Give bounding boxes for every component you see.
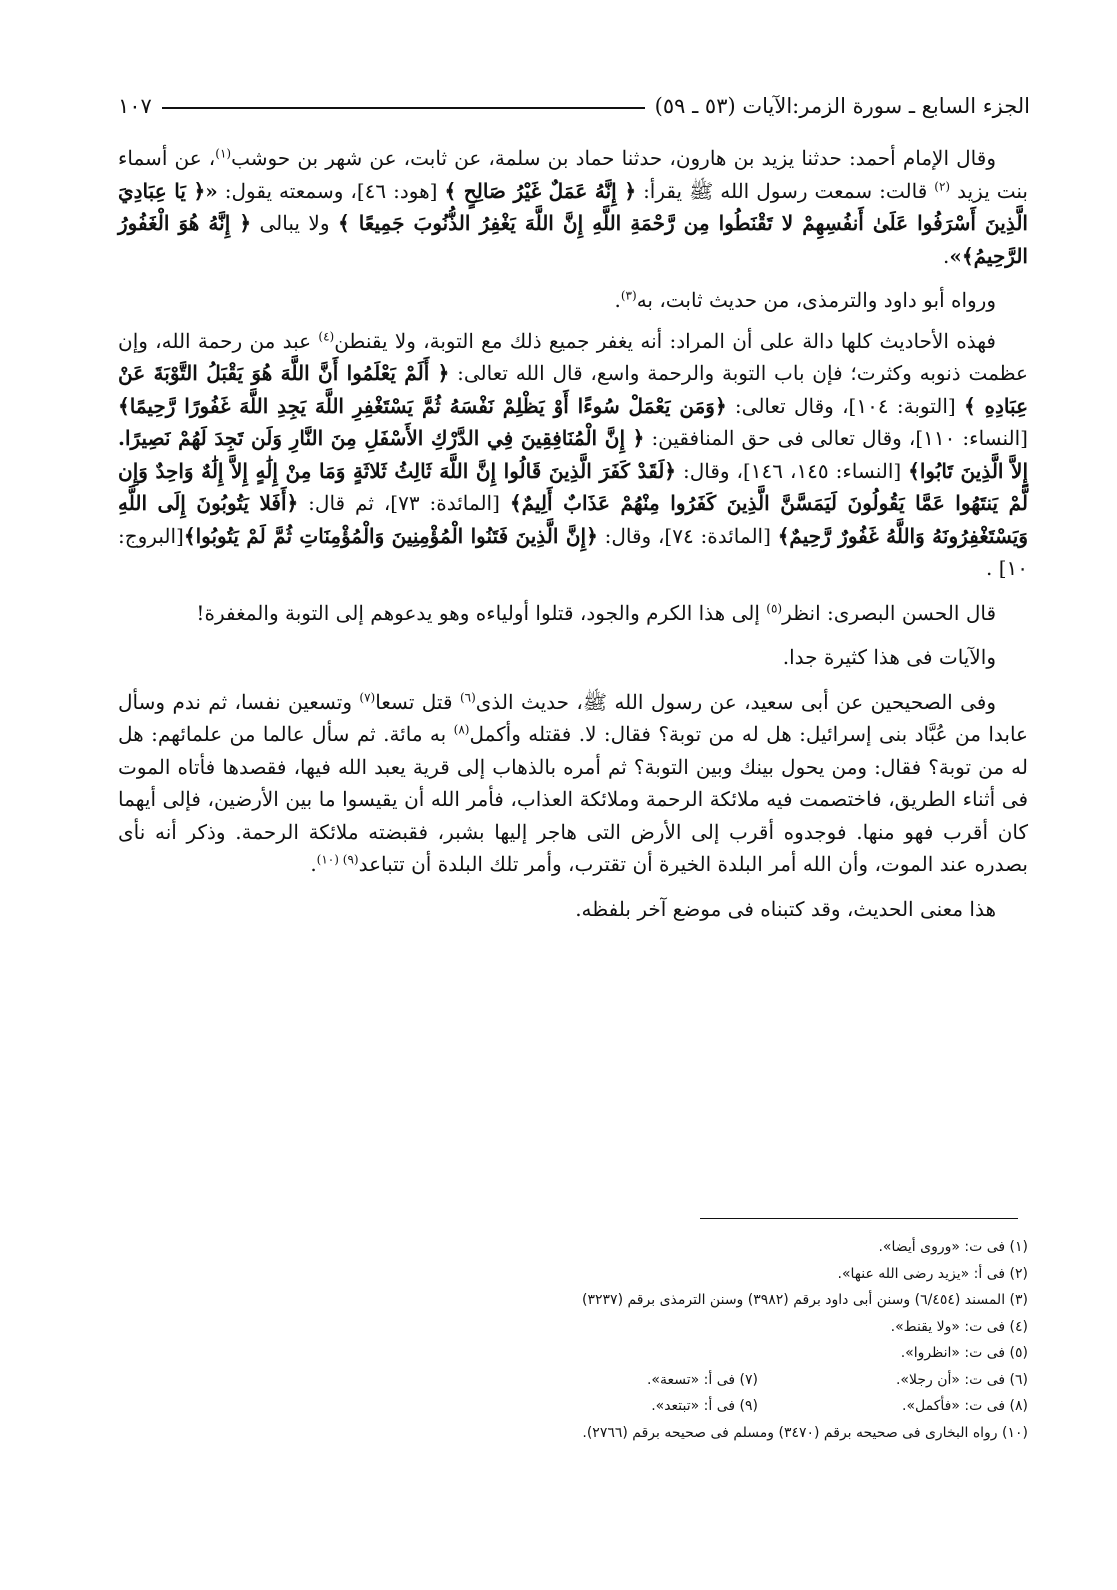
footnote-ref-4: (٤) [318,328,335,343]
paragraph-4 [118,597,1028,630]
quran-quote: ﴿وَمَن يَعْمَلْ سُوءًا أَوْ يَظْلِمْ نَفْسَهُ ثُمَّ يَسْتَغْفِرِ اللَّهَ يَجِدِ اللَّهَ غَفُورًا رَّحِيمًا﴾ [118,393,727,418]
running-title: الجزء السابع ـ سورة الزمر:الآيات (٥٣ ـ ٥٩) [654,94,1030,118]
footnote-row [430,1393,1028,1420]
paragraph-5 [118,641,1028,674]
footnote-rule [700,1218,1018,1219]
footnote-ref-5: (٥) [766,600,783,615]
footnote-7: (٧) فى أ: «تسعة». [646,1371,758,1388]
footnote-ref-1: (١) [215,146,232,161]
footnote-4: (٤) فى ت: «ولا يقنط». [890,1318,1028,1335]
text: [المائدة: ٧٤]، وقال: [597,523,778,548]
text: [هود: ٤٦]، وسمعته يقول: [217,178,445,203]
footnotes [430,1234,1028,1446]
text: [النساء: ١٤٥، ١٤٦]، وقال: [676,458,909,483]
text: . [614,288,621,312]
paragraph-6 [118,686,1028,881]
text: قالت: سمعت رسول الله ﷺ يقرأ: [636,178,935,203]
footnote-ref-2: (٢) [934,178,951,193]
quran-quote: ﴿إِنَّ الَّذِينَ فَتَنُوا الْمُؤْمِنِينَ وَالْمُؤْمِنَاتِ ثُمَّ لَمْ يَتُوبُوا﴾ [183,523,598,548]
text: به مائة. ثم سأل عالما من علمائهم: هل له من توبة؟ فقال: ومن يحول بينك وبين التوبة؟ ثم أمره بالذهاب إلى قرية يعبد الله فيها، فقصدها فأتاه الموت فى أثناء الطريق، فاختصمت فيه ملائكة الرحمة وملائكة العذاب، فأمر الله أن يقيسوا ما بين الأرضين، فإلى أيهما كان أقرب فهو منها. فوجدوه أقرب إلى الأرض التى هاجر إليها بشبر، فقبضته ملائكة الرحمة. وذكر أنه نأى بصدره عند الموت، وأن الله أمر البلدة الخيرة أن تقترب، وأمر تلك البلدة أن تتباعد [118,722,1028,876]
text: قتل تسعا [375,689,460,714]
footnote-ref-7: (٧) [359,689,376,704]
paragraph-7 [118,893,1028,926]
text: . [943,243,950,268]
footnote-10: (١٠) رواه البخارى فى صحيحه برقم (٣٤٧٠) ومسلم فى صحيحه برقم (٢٧٦٦). [582,1424,1028,1441]
text: هذا معنى الحديث، وقد كتبناه فى موضع آخر بلفظه. [575,896,996,921]
text: وقال الإمام أحمد: حدثنا يزيد بن هارون، حدثنا حماد بن سلمة، عن ثابت، عن شهر بن حوشب [231,146,996,170]
paragraph-3 [118,325,1028,585]
text: [البروج: ١٠] . [118,523,1028,580]
page-header [118,82,1030,118]
footnote-row [430,1367,1028,1394]
text: ولا يبالى [251,211,338,235]
footnote-9: (٩) فى أ: «تبتعد». [651,1398,758,1414]
text: وفى الصحيحين عن أبى سعيد، عن رسول الله ﷺ، حديث الذى [475,689,997,714]
footnote-ref-10: (١٠) [316,852,343,867]
quran-quote: ﴿ إِنَّ الْمُنَافِقِينَ فِي الدَّرْكِ الأَسْفَلِ مِنَ النَّارِ وَلَن تَجِدَ لَهُمْ نَصِيرًا. إِلاَّ الَّذِينَ تَابُوا﴾ [118,426,1029,483]
quran-quote: ﴿لَقَدْ كَفَرَ الَّذِينَ قَالُوا إِنَّ اللَّهَ ثَالِثُ ثَلاثَةٍ وَمَا مِنْ إِلَٰهٍ إِلاَّ إِلَٰهٌ وَاحِدٌ وَإِن لَّمْ يَنتَهُوا عَمَّا يَقُولُونَ لَيَمَسَّنَّ الَّذِينَ كَفَرُوا مِنْهُمْ عَذَابٌ أَلِيمٌ﴾ [118,458,1028,515]
quran-quote: ﴿ أَلَمْ يَعْلَمُوا أَنَّ اللَّهَ هُوَ يَقْبَلُ التَّوْبَةَ عَنْ عِبَادِهِ ﴾ [118,361,1028,418]
text: إلى هذا الكرم والجود، قتلوا أولياءه وهو يدعوهم إلى التوبة والمغفرة! [196,600,767,625]
text: [النساء: ١١٠]، وقال تعالى فى حق المنافقين: [644,426,1028,450]
text: والآيات فى هذا كثيرة جدا. [782,645,996,669]
quran-quote: ﴿ إِنَّهُ هُوَ الْغَفُورُ الرَّحِيمُ﴾» [118,211,1028,268]
text: عبد من رحمة الله، وإن عظمت ذنوبه وكثرت؛ فإن باب التوبة والرحمة واسع، قال الله تعالى: [118,328,1028,385]
text: . [310,852,317,876]
quran-quote: ﴿أَفَلا يَتُوبُونَ إِلَى اللَّهِ وَيَسْتَغْفِرُونَهُ وَاللَّهُ غَفُورٌ رَّحِيمٌ﴾ [118,491,1029,548]
text: قال الحسن البصرى: انظر [782,600,996,625]
paragraph-2 [118,284,1028,317]
text: ورواه أبو داود والترمذى، من حديث ثابت، به [636,288,996,312]
quran-quote: ﴿ إِنَّهُ عَمَلٌ غَيْرُ صَالِحٍ ﴾ [444,178,637,203]
quran-quote: «﴿ يَا عِبَادِيَ الَّذِينَ أَسْرَفُوا عَلَىٰ أَنفُسِهِمْ لا تَقْنَطُوا مِن رَّحْمَةِ اللَّهِ إِنَّ اللَّهَ يَغْفِرُ الذُّنُوبَ جَمِيعًا ﴾ [118,178,1028,235]
footnote-ref-3: (٣) [620,288,637,303]
text: وتسعين نفسا، ثم ندم وسأل عابدا من عُبَّاد بنى إسرائيل: هل له من توبة؟ فقال: لا. فقتله وأكمل [118,689,1028,746]
text: ، عن أسماء بنت يزيد [118,146,1029,203]
paragraph-1 [118,142,1028,272]
footnote-5: (٥) فى ت: «انظروا». [900,1345,1028,1361]
footnote-ref-9: (٩) [342,852,359,867]
page-number: ١٠٧ [118,94,152,118]
text: فهذه الأحاديث كلها دالة على أن المراد: أنه يغفر جميع ذلك مع التوبة، ولا يقنطن [334,328,996,353]
footnote-2: (٢) فى أ: «يزيد رضى الله عنها». [837,1265,1028,1282]
footnote-ref-6: (٦) [459,689,476,704]
footnote-3: (٣) المسند (٦/٤٥٤) وسنن أبى داود برقم (٣٩٨٢) وسنن الترمذى برقم (٣٢٣٧) [582,1292,1028,1308]
footnote-6: (٦) فى ت: «أن رجلا». [895,1371,1028,1388]
footnote-1: (١) فى ت: «وروى أيضا». [878,1239,1028,1255]
text: [التوبة: ١٠٤]، وقال تعالى: [726,393,964,418]
header-rule [162,107,645,109]
footnote-ref-8: (٨) [453,722,470,737]
main-text [118,142,1028,937]
text: [المائدة: ٧٣]، ثم قال: [298,491,510,515]
footnote-8: (٨) فى ت: «فأكمل». [902,1398,1028,1414]
